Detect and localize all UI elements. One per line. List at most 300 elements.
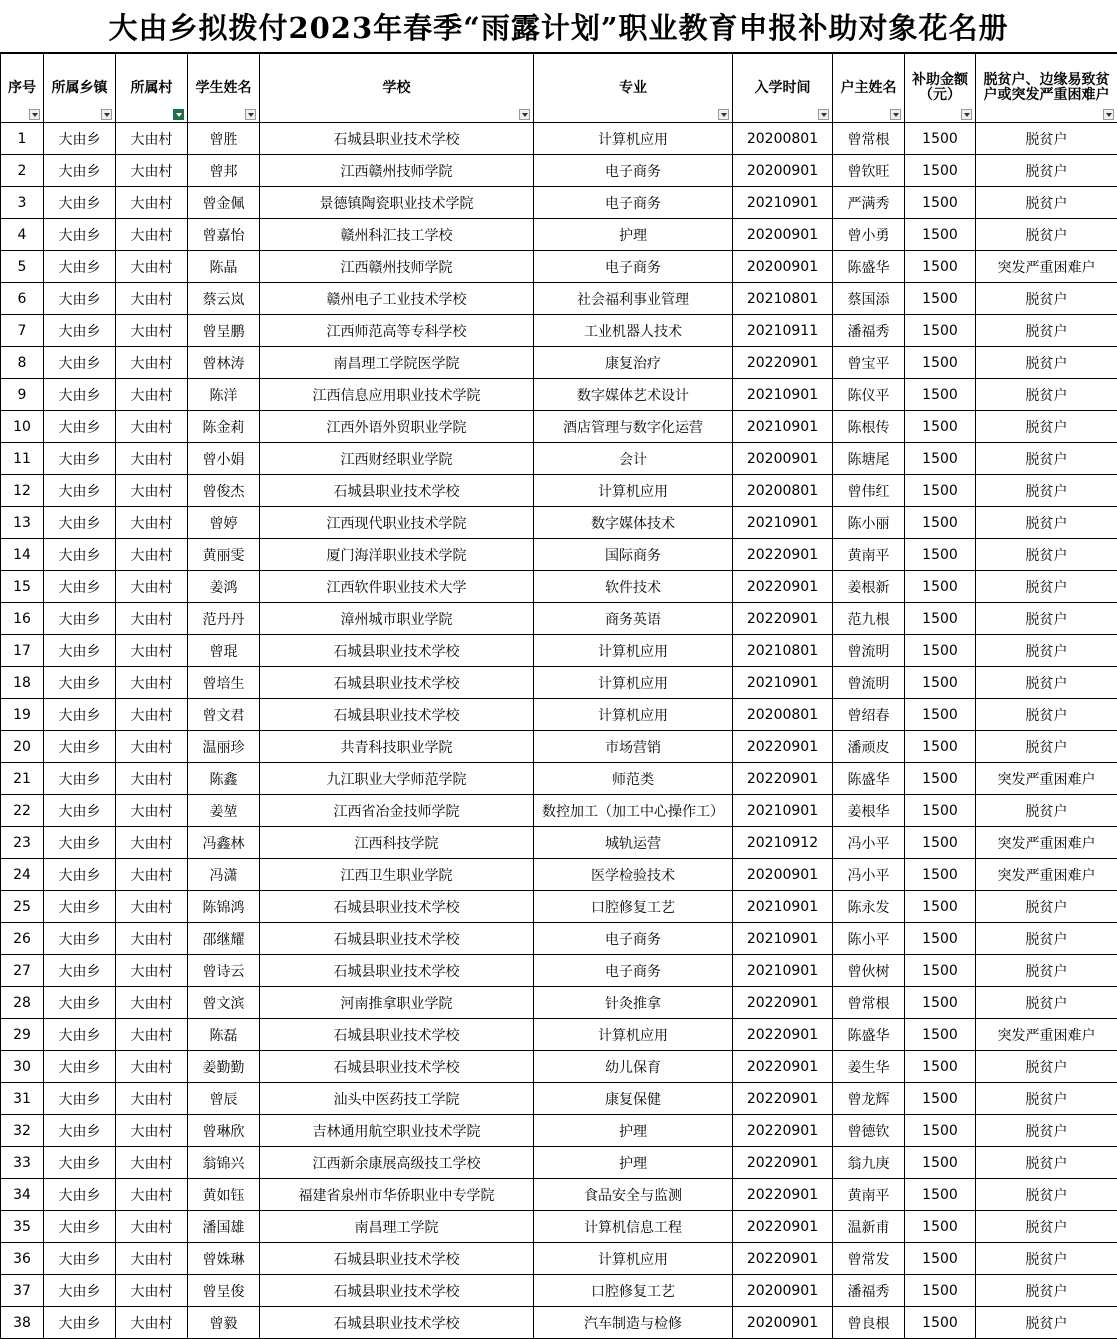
cell-school[interactable]: 石城县职业技术学校 [260, 1243, 534, 1275]
cell-student-name[interactable]: 曾金佩 [188, 187, 260, 219]
cell-subsidy[interactable]: 1500 [905, 955, 976, 987]
cell-school[interactable]: 共青科技职业学院 [260, 731, 534, 763]
cell-index[interactable]: 32 [1, 1115, 44, 1147]
cell-student-name[interactable]: 黄如钰 [188, 1179, 260, 1211]
cell-householder[interactable]: 曾德钦 [833, 1115, 905, 1147]
cell-household-type[interactable]: 脱贫户 [976, 699, 1117, 731]
cell-village[interactable]: 大由村 [116, 891, 188, 923]
cell-village[interactable]: 大由村 [116, 923, 188, 955]
cell-town[interactable]: 大由乡 [44, 1115, 116, 1147]
cell-enroll-date[interactable]: 20220901 [733, 1083, 833, 1115]
cell-subsidy[interactable]: 1500 [905, 315, 976, 347]
cell-householder[interactable]: 曾常根 [833, 987, 905, 1019]
cell-student-name[interactable]: 曾文君 [188, 699, 260, 731]
cell-major[interactable]: 护理 [534, 1115, 733, 1147]
cell-major[interactable]: 汽车制造与检修 [534, 1307, 733, 1339]
cell-household-type[interactable]: 脱贫户 [976, 1275, 1117, 1307]
cell-school[interactable]: 江西赣州技师学院 [260, 251, 534, 283]
cell-student-name[interactable]: 姜勤勤 [188, 1051, 260, 1083]
cell-major[interactable]: 医学检验技术 [534, 859, 733, 891]
cell-household-type[interactable]: 脱贫户 [976, 123, 1117, 155]
cell-school[interactable]: 江西软件职业技术大学 [260, 571, 534, 603]
cell-index[interactable]: 9 [1, 379, 44, 411]
cell-school[interactable]: 江西外语外贸职业学院 [260, 411, 534, 443]
cell-school[interactable]: 景德镇陶瓷职业技术学院 [260, 187, 534, 219]
cell-household-type[interactable]: 脱贫户 [976, 1115, 1117, 1147]
cell-enroll-date[interactable]: 20220901 [733, 1179, 833, 1211]
cell-household-type[interactable]: 脱贫户 [976, 731, 1117, 763]
cell-subsidy[interactable]: 1500 [905, 1147, 976, 1179]
cell-householder[interactable]: 陈小平 [833, 923, 905, 955]
cell-town[interactable]: 大由乡 [44, 315, 116, 347]
cell-school[interactable]: 石城县职业技术学校 [260, 699, 534, 731]
cell-school[interactable]: 厦门海洋职业技术学院 [260, 539, 534, 571]
cell-student-name[interactable]: 范丹丹 [188, 603, 260, 635]
cell-index[interactable]: 1 [1, 123, 44, 155]
cell-subsidy[interactable]: 1500 [905, 731, 976, 763]
cell-town[interactable]: 大由乡 [44, 603, 116, 635]
cell-household-type[interactable]: 脱贫户 [976, 187, 1117, 219]
cell-town[interactable]: 大由乡 [44, 731, 116, 763]
cell-student-name[interactable]: 曾琳欣 [188, 1115, 260, 1147]
cell-enroll-date[interactable]: 20210801 [733, 635, 833, 667]
cell-student-name[interactable]: 翁锦兴 [188, 1147, 260, 1179]
cell-householder[interactable]: 曾宝平 [833, 347, 905, 379]
cell-student-name[interactable]: 冯潇 [188, 859, 260, 891]
cell-index[interactable]: 10 [1, 411, 44, 443]
cell-enroll-date[interactable]: 20220901 [733, 987, 833, 1019]
cell-student-name[interactable]: 蔡云岚 [188, 283, 260, 315]
cell-enroll-date[interactable]: 20220901 [733, 539, 833, 571]
cell-major[interactable]: 数字媒体艺术设计 [534, 379, 733, 411]
cell-student-name[interactable]: 陈晶 [188, 251, 260, 283]
cell-household-type[interactable]: 突发严重困难户 [976, 763, 1117, 795]
cell-subsidy[interactable]: 1500 [905, 1211, 976, 1243]
cell-subsidy[interactable]: 1500 [905, 347, 976, 379]
cell-student-name[interactable]: 姜鸿 [188, 571, 260, 603]
cell-enroll-date[interactable]: 20200901 [733, 219, 833, 251]
cell-subsidy[interactable]: 1500 [905, 1115, 976, 1147]
cell-school[interactable]: 汕头中医药技工学院 [260, 1083, 534, 1115]
filter-active-icon[interactable] [173, 109, 184, 120]
cell-village[interactable]: 大由村 [116, 987, 188, 1019]
cell-major[interactable]: 计算机应用 [534, 699, 733, 731]
cell-householder[interactable]: 陈根传 [833, 411, 905, 443]
cell-enroll-date[interactable]: 20210901 [733, 411, 833, 443]
filter-dropdown-icon[interactable] [1103, 109, 1114, 120]
cell-householder[interactable]: 温新甫 [833, 1211, 905, 1243]
cell-school[interactable]: 石城县职业技术学校 [260, 955, 534, 987]
cell-subsidy[interactable]: 1500 [905, 251, 976, 283]
cell-village[interactable]: 大由村 [116, 347, 188, 379]
cell-enroll-date[interactable]: 20220901 [733, 1147, 833, 1179]
cell-enroll-date[interactable]: 20210901 [733, 955, 833, 987]
cell-enroll-date[interactable]: 20220901 [733, 571, 833, 603]
cell-index[interactable]: 27 [1, 955, 44, 987]
cell-enroll-date[interactable]: 20210912 [733, 827, 833, 859]
cell-school[interactable]: 江西信息应用职业技术学院 [260, 379, 534, 411]
cell-student-name[interactable]: 陈鑫 [188, 763, 260, 795]
cell-village[interactable]: 大由村 [116, 731, 188, 763]
cell-school[interactable]: 石城县职业技术学校 [260, 667, 534, 699]
cell-householder[interactable]: 黄南平 [833, 1179, 905, 1211]
cell-householder[interactable]: 翁九庚 [833, 1147, 905, 1179]
cell-village[interactable]: 大由村 [116, 507, 188, 539]
cell-index[interactable]: 28 [1, 987, 44, 1019]
cell-town[interactable]: 大由乡 [44, 891, 116, 923]
cell-index[interactable]: 26 [1, 923, 44, 955]
cell-village[interactable]: 大由村 [116, 155, 188, 187]
cell-household-type[interactable]: 脱贫户 [976, 667, 1117, 699]
cell-village[interactable]: 大由村 [116, 1115, 188, 1147]
cell-index[interactable]: 13 [1, 507, 44, 539]
cell-town[interactable]: 大由乡 [44, 1211, 116, 1243]
cell-householder[interactable]: 曾伟红 [833, 475, 905, 507]
cell-student-name[interactable]: 曾文滨 [188, 987, 260, 1019]
cell-school[interactable]: 九江职业大学师范学院 [260, 763, 534, 795]
cell-enroll-date[interactable]: 20210901 [733, 507, 833, 539]
cell-subsidy[interactable]: 1500 [905, 1179, 976, 1211]
filter-dropdown-icon[interactable] [961, 109, 972, 120]
cell-village[interactable]: 大由村 [116, 123, 188, 155]
cell-subsidy[interactable]: 1500 [905, 155, 976, 187]
cell-index[interactable]: 17 [1, 635, 44, 667]
cell-enroll-date[interactable]: 20210901 [733, 187, 833, 219]
filter-dropdown-icon[interactable] [245, 109, 256, 120]
filter-dropdown-icon[interactable] [890, 109, 901, 120]
cell-school[interactable]: 赣州科汇技工学校 [260, 219, 534, 251]
cell-household-type[interactable]: 突发严重困难户 [976, 251, 1117, 283]
cell-major[interactable]: 商务英语 [534, 603, 733, 635]
cell-subsidy[interactable]: 1500 [905, 1019, 976, 1051]
cell-householder[interactable]: 曾小勇 [833, 219, 905, 251]
cell-enroll-date[interactable]: 20210901 [733, 891, 833, 923]
cell-school[interactable]: 石城县职业技术学校 [260, 1307, 534, 1339]
cell-school[interactable]: 江西师范高等专科学校 [260, 315, 534, 347]
cell-index[interactable]: 3 [1, 187, 44, 219]
cell-index[interactable]: 19 [1, 699, 44, 731]
cell-village[interactable]: 大由村 [116, 827, 188, 859]
cell-subsidy[interactable]: 1500 [905, 539, 976, 571]
cell-index[interactable]: 18 [1, 667, 44, 699]
cell-school[interactable]: 江西卫生职业学院 [260, 859, 534, 891]
cell-school[interactable]: 江西省冶金技师学院 [260, 795, 534, 827]
filter-dropdown-icon[interactable] [101, 109, 112, 120]
cell-subsidy[interactable]: 1500 [905, 923, 976, 955]
cell-town[interactable]: 大由乡 [44, 635, 116, 667]
cell-household-type[interactable]: 脱贫户 [976, 155, 1117, 187]
cell-major[interactable]: 电子商务 [534, 155, 733, 187]
cell-town[interactable]: 大由乡 [44, 251, 116, 283]
cell-householder[interactable]: 冯小平 [833, 827, 905, 859]
cell-village[interactable]: 大由村 [116, 411, 188, 443]
cell-householder[interactable]: 曾流明 [833, 635, 905, 667]
cell-subsidy[interactable]: 1500 [905, 1051, 976, 1083]
cell-major[interactable]: 幼儿保育 [534, 1051, 733, 1083]
cell-householder[interactable]: 陈小丽 [833, 507, 905, 539]
cell-town[interactable]: 大由乡 [44, 443, 116, 475]
cell-major[interactable]: 会计 [534, 443, 733, 475]
cell-town[interactable]: 大由乡 [44, 1083, 116, 1115]
cell-enroll-date[interactable]: 20220901 [733, 1115, 833, 1147]
cell-student-name[interactable]: 曾婷 [188, 507, 260, 539]
cell-village[interactable]: 大由村 [116, 539, 188, 571]
cell-household-type[interactable]: 脱贫户 [976, 347, 1117, 379]
cell-subsidy[interactable]: 1500 [905, 187, 976, 219]
cell-major[interactable]: 数控加工（加工中心操作工） [534, 795, 733, 827]
cell-school[interactable]: 南昌理工学院医学院 [260, 347, 534, 379]
cell-household-type[interactable]: 脱贫户 [976, 1243, 1117, 1275]
cell-village[interactable]: 大由村 [116, 443, 188, 475]
cell-village[interactable]: 大由村 [116, 667, 188, 699]
cell-householder[interactable]: 潘福秀 [833, 315, 905, 347]
cell-town[interactable]: 大由乡 [44, 699, 116, 731]
cell-subsidy[interactable]: 1500 [905, 123, 976, 155]
cell-household-type[interactable]: 脱贫户 [976, 475, 1117, 507]
cell-index[interactable]: 24 [1, 859, 44, 891]
cell-village[interactable]: 大由村 [116, 571, 188, 603]
cell-village[interactable]: 大由村 [116, 379, 188, 411]
cell-school[interactable]: 南昌理工学院 [260, 1211, 534, 1243]
cell-student-name[interactable]: 陈金莉 [188, 411, 260, 443]
cell-major[interactable]: 软件技术 [534, 571, 733, 603]
cell-school[interactable]: 江西新余康展高级技工学校 [260, 1147, 534, 1179]
cell-index[interactable]: 30 [1, 1051, 44, 1083]
cell-householder[interactable]: 陈盛华 [833, 251, 905, 283]
cell-index[interactable]: 11 [1, 443, 44, 475]
cell-household-type[interactable]: 脱贫户 [976, 1211, 1117, 1243]
cell-student-name[interactable]: 陈磊 [188, 1019, 260, 1051]
cell-enroll-date[interactable]: 20220901 [733, 1051, 833, 1083]
cell-school[interactable]: 石城县职业技术学校 [260, 923, 534, 955]
cell-index[interactable]: 2 [1, 155, 44, 187]
cell-town[interactable]: 大由乡 [44, 987, 116, 1019]
cell-major[interactable]: 口腔修复工艺 [534, 891, 733, 923]
cell-householder[interactable]: 姜根新 [833, 571, 905, 603]
cell-town[interactable]: 大由乡 [44, 827, 116, 859]
cell-enroll-date[interactable]: 20210901 [733, 795, 833, 827]
cell-school[interactable]: 赣州电子工业技术学校 [260, 283, 534, 315]
cell-school[interactable]: 福建省泉州市华侨职业中专学院 [260, 1179, 534, 1211]
cell-town[interactable]: 大由乡 [44, 507, 116, 539]
cell-subsidy[interactable]: 1500 [905, 827, 976, 859]
cell-major[interactable]: 电子商务 [534, 923, 733, 955]
cell-subsidy[interactable]: 1500 [905, 987, 976, 1019]
cell-householder[interactable]: 曾伙树 [833, 955, 905, 987]
cell-town[interactable]: 大由乡 [44, 763, 116, 795]
cell-town[interactable]: 大由乡 [44, 1051, 116, 1083]
cell-subsidy[interactable]: 1500 [905, 699, 976, 731]
cell-householder[interactable]: 潘顽皮 [833, 731, 905, 763]
cell-student-name[interactable]: 曾呈鹏 [188, 315, 260, 347]
cell-major[interactable]: 计算机信息工程 [534, 1211, 733, 1243]
cell-index[interactable]: 7 [1, 315, 44, 347]
cell-major[interactable]: 电子商务 [534, 955, 733, 987]
cell-village[interactable]: 大由村 [116, 603, 188, 635]
cell-enroll-date[interactable]: 20200901 [733, 443, 833, 475]
cell-household-type[interactable]: 脱贫户 [976, 987, 1117, 1019]
cell-school[interactable]: 河南推拿职业学院 [260, 987, 534, 1019]
cell-town[interactable]: 大由乡 [44, 123, 116, 155]
cell-enroll-date[interactable]: 20200801 [733, 699, 833, 731]
cell-enroll-date[interactable]: 20210801 [733, 283, 833, 315]
cell-student-name[interactable]: 曾姝琳 [188, 1243, 260, 1275]
cell-household-type[interactable]: 脱贫户 [976, 1147, 1117, 1179]
cell-town[interactable]: 大由乡 [44, 859, 116, 891]
cell-enroll-date[interactable]: 20220901 [733, 731, 833, 763]
cell-householder[interactable]: 曾良根 [833, 1307, 905, 1339]
cell-school[interactable]: 石城县职业技术学校 [260, 1275, 534, 1307]
cell-student-name[interactable]: 曾呈俊 [188, 1275, 260, 1307]
cell-subsidy[interactable]: 1500 [905, 379, 976, 411]
cell-student-name[interactable]: 黄丽雯 [188, 539, 260, 571]
cell-enroll-date[interactable]: 20200801 [733, 123, 833, 155]
cell-major[interactable]: 计算机应用 [534, 1243, 733, 1275]
cell-enroll-date[interactable]: 20220901 [733, 1243, 833, 1275]
cell-town[interactable]: 大由乡 [44, 539, 116, 571]
cell-enroll-date[interactable]: 20220901 [733, 763, 833, 795]
cell-subsidy[interactable]: 1500 [905, 763, 976, 795]
cell-index[interactable]: 6 [1, 283, 44, 315]
cell-enroll-date[interactable]: 20210901 [733, 667, 833, 699]
cell-householder[interactable]: 黄南平 [833, 539, 905, 571]
cell-index[interactable]: 33 [1, 1147, 44, 1179]
cell-household-type[interactable]: 脱贫户 [976, 795, 1117, 827]
cell-subsidy[interactable]: 1500 [905, 1083, 976, 1115]
cell-major[interactable]: 康复治疗 [534, 347, 733, 379]
cell-student-name[interactable]: 曾诗云 [188, 955, 260, 987]
cell-enroll-date[interactable]: 20220901 [733, 1211, 833, 1243]
cell-village[interactable]: 大由村 [116, 795, 188, 827]
cell-school[interactable]: 江西现代职业技术学院 [260, 507, 534, 539]
cell-major[interactable]: 酒店管理与数字化运营 [534, 411, 733, 443]
cell-town[interactable]: 大由乡 [44, 955, 116, 987]
cell-village[interactable]: 大由村 [116, 1019, 188, 1051]
cell-subsidy[interactable]: 1500 [905, 411, 976, 443]
cell-village[interactable]: 大由村 [116, 187, 188, 219]
cell-village[interactable]: 大由村 [116, 1243, 188, 1275]
cell-household-type[interactable]: 脱贫户 [976, 411, 1117, 443]
cell-major[interactable]: 电子商务 [534, 187, 733, 219]
cell-village[interactable]: 大由村 [116, 283, 188, 315]
cell-town[interactable]: 大由乡 [44, 923, 116, 955]
cell-household-type[interactable]: 脱贫户 [976, 571, 1117, 603]
cell-student-name[interactable]: 姜堃 [188, 795, 260, 827]
cell-enroll-date[interactable]: 20220901 [733, 347, 833, 379]
cell-town[interactable]: 大由乡 [44, 1275, 116, 1307]
cell-subsidy[interactable]: 1500 [905, 443, 976, 475]
cell-index[interactable]: 38 [1, 1307, 44, 1339]
cell-major[interactable]: 计算机应用 [534, 635, 733, 667]
cell-town[interactable]: 大由乡 [44, 347, 116, 379]
cell-town[interactable]: 大由乡 [44, 795, 116, 827]
cell-school[interactable]: 漳州城市职业学院 [260, 603, 534, 635]
cell-index[interactable]: 34 [1, 1179, 44, 1211]
cell-school[interactable]: 石城县职业技术学校 [260, 635, 534, 667]
cell-town[interactable]: 大由乡 [44, 571, 116, 603]
cell-subsidy[interactable]: 1500 [905, 603, 976, 635]
cell-index[interactable]: 12 [1, 475, 44, 507]
cell-student-name[interactable]: 陈洋 [188, 379, 260, 411]
cell-major[interactable]: 计算机应用 [534, 667, 733, 699]
cell-household-type[interactable]: 脱贫户 [976, 315, 1117, 347]
cell-town[interactable]: 大由乡 [44, 1019, 116, 1051]
cell-householder[interactable]: 曾常发 [833, 1243, 905, 1275]
cell-householder[interactable]: 姜生华 [833, 1051, 905, 1083]
cell-household-type[interactable]: 突发严重困难户 [976, 827, 1117, 859]
cell-major[interactable]: 康复保健 [534, 1083, 733, 1115]
cell-index[interactable]: 5 [1, 251, 44, 283]
cell-index[interactable]: 20 [1, 731, 44, 763]
cell-household-type[interactable]: 脱贫户 [976, 507, 1117, 539]
cell-school[interactable]: 石城县职业技术学校 [260, 1019, 534, 1051]
cell-subsidy[interactable]: 1500 [905, 507, 976, 539]
cell-subsidy[interactable]: 1500 [905, 1243, 976, 1275]
cell-household-type[interactable]: 脱贫户 [976, 443, 1117, 475]
cell-enroll-date[interactable]: 20200901 [733, 155, 833, 187]
filter-dropdown-icon[interactable] [718, 109, 729, 120]
cell-village[interactable]: 大由村 [116, 1179, 188, 1211]
cell-household-type[interactable]: 脱贫户 [976, 923, 1117, 955]
cell-village[interactable]: 大由村 [116, 1275, 188, 1307]
cell-subsidy[interactable]: 1500 [905, 219, 976, 251]
cell-school[interactable]: 石城县职业技术学校 [260, 123, 534, 155]
cell-household-type[interactable]: 脱贫户 [976, 219, 1117, 251]
cell-student-name[interactable]: 冯鑫林 [188, 827, 260, 859]
cell-index[interactable]: 21 [1, 763, 44, 795]
cell-village[interactable]: 大由村 [116, 699, 188, 731]
cell-student-name[interactable]: 曾嘉怡 [188, 219, 260, 251]
cell-student-name[interactable]: 曾小娟 [188, 443, 260, 475]
cell-village[interactable]: 大由村 [116, 251, 188, 283]
cell-household-type[interactable]: 脱贫户 [976, 1307, 1117, 1339]
cell-school[interactable]: 石城县职业技术学校 [260, 475, 534, 507]
cell-student-name[interactable]: 温丽珍 [188, 731, 260, 763]
filter-dropdown-icon[interactable] [818, 109, 829, 120]
cell-subsidy[interactable]: 1500 [905, 891, 976, 923]
cell-town[interactable]: 大由乡 [44, 1243, 116, 1275]
cell-householder[interactable]: 姜根华 [833, 795, 905, 827]
cell-householder[interactable]: 冯小平 [833, 859, 905, 891]
cell-student-name[interactable]: 曾胜 [188, 123, 260, 155]
cell-town[interactable]: 大由乡 [44, 411, 116, 443]
cell-enroll-date[interactable]: 20210901 [733, 379, 833, 411]
cell-town[interactable]: 大由乡 [44, 1307, 116, 1339]
cell-household-type[interactable]: 突发严重困难户 [976, 1019, 1117, 1051]
cell-village[interactable]: 大由村 [116, 219, 188, 251]
cell-village[interactable]: 大由村 [116, 315, 188, 347]
cell-householder[interactable]: 陈盛华 [833, 763, 905, 795]
cell-town[interactable]: 大由乡 [44, 667, 116, 699]
cell-index[interactable]: 8 [1, 347, 44, 379]
cell-enroll-date[interactable]: 20200901 [733, 859, 833, 891]
cell-school[interactable]: 江西赣州技师学院 [260, 155, 534, 187]
cell-household-type[interactable]: 脱贫户 [976, 283, 1117, 315]
cell-index[interactable]: 35 [1, 1211, 44, 1243]
cell-enroll-date[interactable]: 20210901 [733, 923, 833, 955]
cell-householder[interactable]: 潘福秀 [833, 1275, 905, 1307]
cell-major[interactable]: 市场营销 [534, 731, 733, 763]
cell-household-type[interactable]: 脱贫户 [976, 635, 1117, 667]
cell-major[interactable]: 计算机应用 [534, 123, 733, 155]
cell-major[interactable]: 师范类 [534, 763, 733, 795]
cell-index[interactable]: 16 [1, 603, 44, 635]
cell-householder[interactable]: 曾常根 [833, 123, 905, 155]
cell-major[interactable]: 电子商务 [534, 251, 733, 283]
cell-major[interactable]: 护理 [534, 1147, 733, 1179]
cell-student-name[interactable]: 邵继耀 [188, 923, 260, 955]
cell-subsidy[interactable]: 1500 [905, 1275, 976, 1307]
